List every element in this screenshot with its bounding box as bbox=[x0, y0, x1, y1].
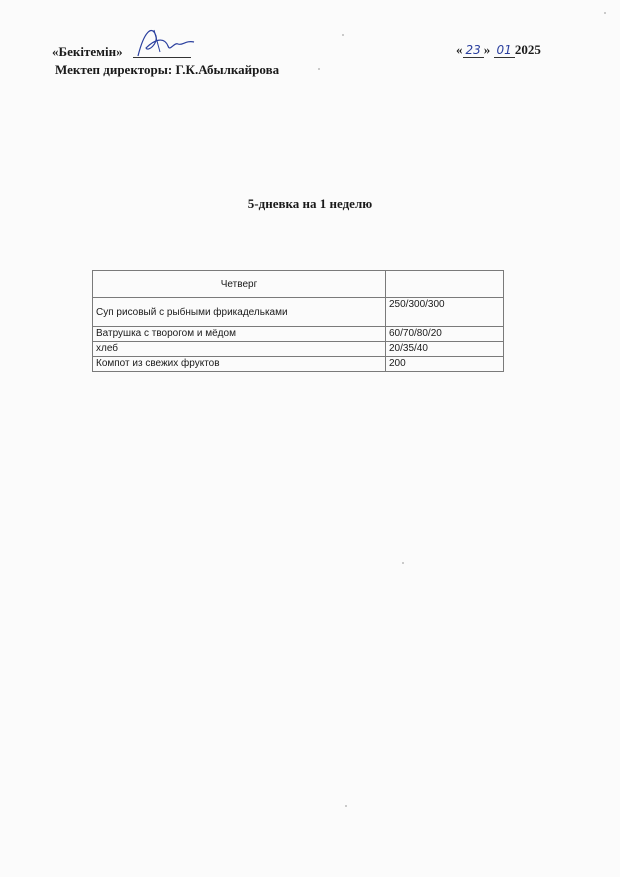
table-row bbox=[93, 342, 504, 357]
dish-name: Компот из свежих фруктов bbox=[93, 357, 386, 372]
approval-label: «Бекітемін» bbox=[52, 44, 123, 59]
director-signature bbox=[134, 22, 198, 62]
date-month: 01 bbox=[494, 44, 515, 58]
scan-speck bbox=[345, 805, 347, 807]
document-title: 5-дневка на 1 неделю bbox=[247, 196, 373, 211]
table-row bbox=[93, 357, 504, 372]
dish-portion: 200 bbox=[386, 357, 504, 372]
day-label: Четверг bbox=[93, 271, 386, 298]
table-row bbox=[93, 327, 504, 342]
dish-portion: 20/35/40 bbox=[386, 342, 504, 357]
date-year: 2025 bbox=[514, 42, 541, 57]
approval-date bbox=[456, 42, 541, 58]
director-name: Мектеп директоры: Г.К.Абылкайрова bbox=[55, 62, 280, 77]
table-header-row bbox=[93, 271, 504, 298]
dish-name: Ватрушка с творогом и мёдом bbox=[93, 327, 386, 342]
scan-speck bbox=[318, 68, 320, 70]
dish-name: Суп рисовый с рыбными фрикадельками bbox=[93, 298, 386, 327]
scan-speck bbox=[604, 12, 606, 14]
signature-line bbox=[133, 57, 191, 58]
dish-name: хлеб bbox=[93, 342, 386, 357]
date-open-quote: « bbox=[456, 42, 463, 57]
menu-table bbox=[92, 270, 504, 372]
dish-portion: 250/300/300 bbox=[386, 298, 504, 327]
dish-portion: 60/70/80/20 bbox=[386, 327, 504, 342]
scan-speck bbox=[342, 34, 344, 36]
table-row bbox=[93, 298, 504, 327]
date-close-quote: » bbox=[483, 42, 491, 57]
date-day: 23 bbox=[463, 44, 484, 58]
header-empty-cell bbox=[386, 271, 504, 298]
scan-speck bbox=[402, 562, 404, 564]
